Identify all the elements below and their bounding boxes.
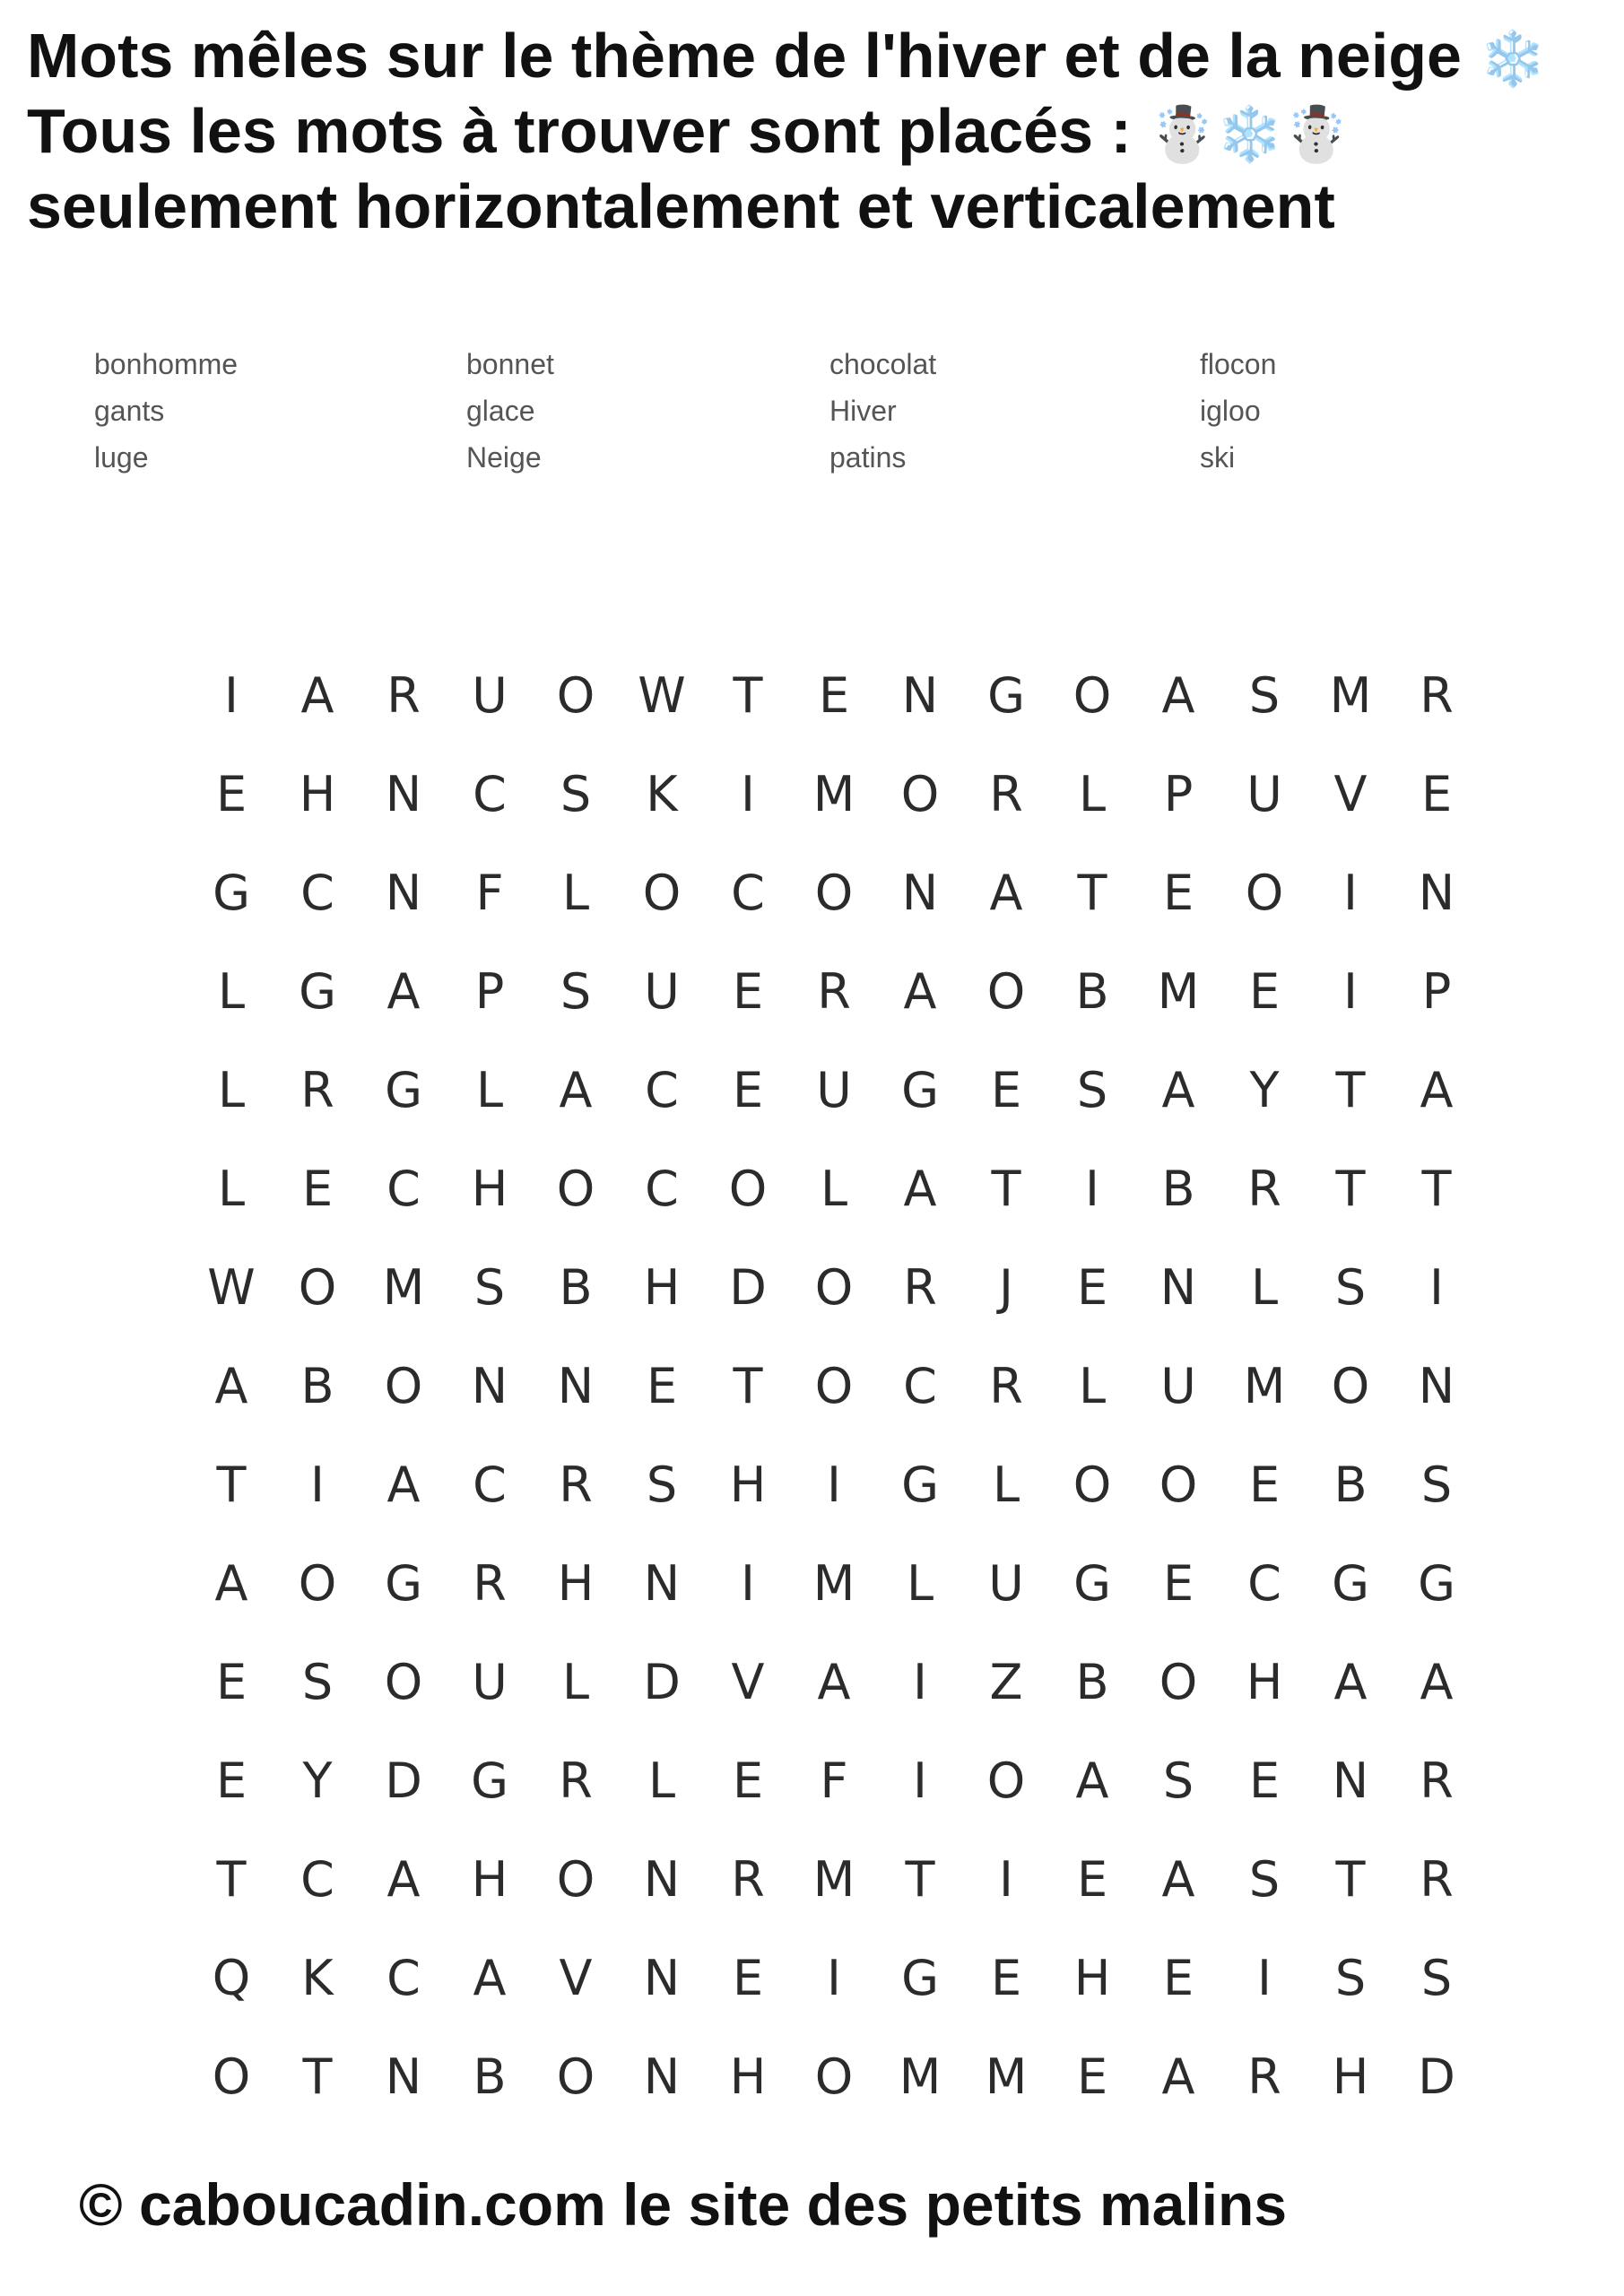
grid-cell[interactable]: I [1085,1160,1099,1217]
grid-cell[interactable]: T [302,2048,333,2105]
grid-cell[interactable]: T [991,1160,1021,1217]
grid-cell[interactable]: N [643,1554,681,1612]
grid-cell[interactable]: L [561,1653,590,1710]
grid-cell[interactable]: O [1159,1456,1198,1513]
grid-cell[interactable]: M [1157,962,1200,1020]
grid-cell[interactable]: B [1075,1653,1109,1710]
word-list-item: chocolat [829,348,937,380]
grid-cell[interactable]: L [820,1160,848,1217]
grid-cell[interactable]: O [298,1554,337,1612]
grid-cell[interactable]: O [298,1258,337,1316]
grid-cell[interactable]: O [1159,1653,1198,1710]
title-line-1 [27,20,1605,95]
grid-cell[interactable]: O [1073,1456,1112,1513]
grid-cell[interactable]: E [732,1949,764,2006]
grid-cell[interactable]: H [1332,2048,1369,2105]
grid-cell[interactable]: K [646,765,678,822]
grid-cell[interactable]: U [816,1061,852,1118]
grid-cell[interactable]: F [475,864,504,921]
grid-cell[interactable]: E [1076,2048,1108,2105]
grid-cell[interactable]: R [1420,1752,1454,1809]
grid-cell[interactable]: E [732,962,764,1020]
grid-cell[interactable]: B [559,1258,593,1316]
grid-cell[interactable]: M [1243,1357,1286,1414]
grid-cell[interactable]: A [559,1061,593,1118]
grid-cell[interactable]: I [1429,1258,1444,1316]
grid-cell[interactable]: L [217,1061,246,1118]
grid-cell[interactable]: N [643,1949,681,2006]
grid-cell[interactable]: H [643,1258,681,1316]
grid-cell[interactable]: R [386,666,421,724]
grid-cell[interactable]: G [385,1554,422,1612]
grid-cell[interactable]: R [559,1752,593,1809]
grid-cell[interactable]: S [1248,1850,1281,1908]
grid-cell[interactable]: H [299,765,336,822]
grid-cell[interactable]: I [913,1752,927,1809]
grid-cell[interactable]: C [645,1061,679,1118]
grid-cell[interactable]: S [1420,1456,1453,1513]
grid-cell[interactable]: L [906,1554,934,1612]
grid-cell[interactable]: O [814,2048,854,2105]
grid-cell[interactable]: U [1160,1357,1196,1414]
grid-cell[interactable]: E [215,765,248,822]
grid-cell[interactable]: O [384,1653,423,1710]
grid-cell[interactable]: S [1162,1752,1194,1809]
grid-cell[interactable]: T [1335,1850,1366,1908]
grid-cell[interactable]: A [903,1160,937,1217]
grid-cell[interactable]: O [986,962,1026,1020]
grid-cell[interactable]: G [299,962,336,1020]
grid-cell[interactable]: W [207,1258,256,1316]
grid-cell[interactable]: E [1162,864,1194,921]
grid-cell[interactable]: G [213,864,250,921]
grid-cell[interactable]: N [1159,1258,1197,1316]
grid-cell[interactable]: N [901,864,939,921]
grid-cell[interactable]: N [385,864,422,921]
grid-cell[interactable]: A [214,1357,248,1414]
grid-cell[interactable]: O [556,666,595,724]
grid-cell[interactable]: I [224,666,239,724]
grid-cell[interactable]: E [301,1160,334,1217]
grid-cell[interactable]: G [987,666,1025,724]
grid-cell[interactable]: M [812,765,855,822]
grid-cell[interactable]: C [1247,1554,1281,1612]
grid-cell[interactable]: A [1161,666,1195,724]
grid-cell[interactable]: D [643,1653,681,1710]
grid-cell[interactable]: O [728,1160,768,1217]
grid-cell[interactable]: L [1078,765,1107,822]
grid-cell[interactable]: C [473,1456,507,1513]
grid-cell[interactable]: C [473,765,507,822]
grid-cell[interactable]: Y [1249,1061,1280,1118]
grid-cell[interactable]: P [474,962,505,1020]
word-list-item: bonhomme [94,348,239,380]
grid-cell[interactable]: H [471,1160,508,1217]
grid-cell[interactable]: T [216,1850,247,1908]
grid-cell[interactable]: T [905,1850,935,1908]
grid-cell[interactable]: N [1332,1752,1369,1809]
grid-cell[interactable]: M [899,2048,942,2105]
grid-cell[interactable]: N [643,1850,681,1908]
grid-cell[interactable]: O [900,765,940,822]
grid-cell[interactable]: O [1331,1357,1370,1414]
grid-cell[interactable]: G [901,1949,939,2006]
grid-cell[interactable]: E [732,1752,764,1809]
grid-cell[interactable]: R [473,1554,507,1612]
grid-cell[interactable]: B [1161,1160,1195,1217]
grid-cell[interactable]: E [1162,1949,1194,2006]
grid-cell[interactable]: H [1073,1949,1111,2006]
grid-cell[interactable]: T [1421,1160,1452,1217]
grid-cell[interactable]: E [1248,1456,1281,1513]
grid-cell[interactable]: D [385,1752,422,1809]
grid-cell[interactable]: O [986,1752,1026,1809]
grid-cell[interactable]: B [1075,962,1109,1020]
grid-cell[interactable]: F [820,1752,848,1809]
grid-cell[interactable]: E [1248,1752,1281,1809]
page-title [27,20,1605,242]
word-list-item: Neige [466,441,542,474]
grid-cell[interactable]: I [1257,1949,1272,2006]
grid-cell[interactable]: A [214,1554,248,1612]
title-line-3: seulement horizontalement et verticalement [27,171,1335,241]
grid-cell[interactable]: Q [212,1949,251,2006]
grid-cell[interactable]: I [999,1850,1013,1908]
grid-cell[interactable]: O [1245,864,1284,921]
grid-cell[interactable]: I [1343,962,1358,1020]
grid-cell[interactable]: K [301,1949,334,2006]
grid-cell[interactable]: A [817,1653,851,1710]
grid-cell[interactable]: I [310,1456,325,1513]
grid-cell[interactable]: O [556,2048,595,2105]
grid-cell[interactable]: A [1161,1850,1195,1908]
grid-cell[interactable]: C [300,864,334,921]
grid-cell[interactable]: E [215,1653,248,1710]
grid-cell[interactable]: N [557,1357,595,1414]
grid-cell[interactable]: A [300,666,334,724]
grid-cell[interactable]: E [1076,1850,1108,1908]
grid-cell[interactable]: E [1076,1258,1108,1316]
grid-cell[interactable]: O [814,864,854,921]
grid-cell[interactable]: R [989,1357,1023,1414]
word-list-item: luge [94,441,149,474]
grid-cell[interactable]: I [827,1456,841,1513]
grid-cell[interactable]: R [1420,1850,1454,1908]
grid-cell[interactable]: R [989,765,1023,822]
grid-cell[interactable]: J [999,1258,1013,1316]
grid-cell[interactable]: I [827,1949,841,2006]
grid-cell[interactable]: U [988,1554,1024,1612]
grid-cell[interactable]: R [903,1258,937,1316]
grid-cell[interactable]: A [1420,1653,1454,1710]
word-list [94,341,1439,481]
grid-cell[interactable]: T [216,1456,247,1513]
grid-cell[interactable]: O [556,1160,595,1217]
grid-cell[interactable]: C [386,1949,421,2006]
footer-copyright: © caboucadin.com le site des petits malins [79,2171,1288,2238]
grid-cell[interactable]: S [1076,1061,1108,1118]
grid-cell[interactable]: G [901,1061,939,1118]
grid-cell[interactable]: V [1333,765,1368,822]
title-line-2 [27,95,1605,170]
grid-cell[interactable]: G [901,1456,939,1513]
grid-cell[interactable]: V [731,1653,765,1710]
word-list-item: gants [94,395,165,427]
grid-cell[interactable]: G [1073,1554,1111,1612]
grid-cell[interactable]: E [732,1061,764,1118]
grid-cell[interactable]: C [903,1357,937,1414]
grid-cell[interactable]: G [1418,1554,1455,1612]
grid-cell[interactable]: T [1335,1160,1366,1217]
grid-cell[interactable]: O [642,864,682,921]
grid-cell[interactable]: O [814,1357,854,1414]
grid-cell[interactable]: O [1073,666,1112,724]
grid-cell[interactable]: I [741,765,755,822]
grid-cell[interactable]: M [985,2048,1028,2105]
grid-cell[interactable]: A [903,962,937,1020]
grid-cell[interactable]: H [729,2048,767,2105]
grid-cell[interactable]: P [1163,765,1194,822]
grid-cell[interactable]: Y [302,1752,333,1809]
grid-cell[interactable]: N [385,2048,422,2105]
word-list-item: igloo [1200,395,1261,427]
grid-cell[interactable]: L [992,1456,1020,1513]
snowman-snowflake-icons: ☃️❄️☃️ [1149,103,1350,166]
word-list-item: glace [466,395,535,427]
grid-cell[interactable]: M [1329,666,1372,724]
grid-cell[interactable]: E [215,1752,248,1809]
grid-cell[interactable]: S [1334,1258,1367,1316]
grid-cell[interactable]: A [386,1456,421,1513]
grid-cell[interactable]: E [1162,1554,1194,1612]
grid-cell[interactable]: I [741,1554,755,1612]
grid-cell[interactable]: A [1161,2048,1195,2105]
grid-cell[interactable]: S [1248,666,1281,724]
snowflake-icon: ❄️ [1479,28,1547,91]
grid-cell[interactable]: R [300,1061,334,1118]
word-list-item: bonnet [466,348,554,380]
grid-cell[interactable]: D [1418,2048,1455,2105]
grid-cell[interactable]: U [472,666,508,724]
grid-cell[interactable]: M [812,1850,855,1908]
word-list-item: Hiver [829,395,897,427]
grid-cell[interactable]: O [556,1850,595,1908]
grid-cell[interactable]: L [1250,1258,1279,1316]
grid-cell[interactable]: S [301,1653,334,1710]
grid-cell[interactable]: N [901,666,939,724]
grid-cell[interactable]: U [472,1653,508,1710]
grid-cell[interactable]: S [1420,1949,1453,2006]
grid-cell[interactable]: I [913,1653,927,1710]
grid-cell[interactable]: G [385,1061,422,1118]
grid-cell[interactable]: T [1335,1061,1366,1118]
grid-cell[interactable]: Z [989,1653,1023,1710]
grid-cell[interactable]: U [644,962,680,1020]
grid-cell[interactable]: V [559,1949,593,2006]
grid-cell[interactable]: L [217,1160,246,1217]
grid-cell[interactable]: R [559,1456,593,1513]
grid-cell[interactable]: G [1332,1554,1369,1612]
grid-cell[interactable]: R [1247,2048,1281,2105]
grid-cell[interactable]: E [990,1949,1022,2006]
word-list-item: ski [1200,441,1236,474]
grid-cell[interactable]: O [384,1357,423,1414]
grid-cell[interactable]: E [1420,765,1453,822]
grid-cell[interactable]: N [385,765,422,822]
grid-cell[interactable]: A [1075,1752,1109,1809]
grid-cell[interactable]: H [471,1850,508,1908]
grid-cell[interactable]: L [647,1752,676,1809]
grid-cell[interactable]: R [1420,666,1454,724]
grid-cell[interactable]: L [217,962,246,1020]
grid-cell[interactable]: A [1161,1061,1195,1118]
grid-cell[interactable]: S [560,765,592,822]
grid-cell[interactable]: L [475,1061,504,1118]
grid-cell[interactable]: A [386,962,421,1020]
grid-cell[interactable]: N [1418,864,1455,921]
word-list-item: patins [829,441,907,474]
grid-cell[interactable]: S [1334,1949,1367,2006]
grid-cell[interactable]: P [1421,962,1452,1020]
grid-cell[interactable]: R [1247,1160,1281,1217]
grid-cell[interactable]: N [471,1357,508,1414]
grid-cell[interactable]: H [729,1456,767,1513]
grid-cell[interactable]: D [729,1258,767,1316]
grid-cell[interactable]: E [1248,962,1281,1020]
grid-cell[interactable]: N [1418,1357,1455,1414]
grid-cell[interactable]: T [1077,864,1107,921]
grid-cell[interactable]: R [731,1850,765,1908]
grid-cell[interactable]: T [733,1357,763,1414]
grid-cell[interactable]: R [817,962,851,1020]
grid-cell[interactable]: M [382,1258,425,1316]
grid-cell[interactable]: B [473,2048,507,2105]
word-list-item: flocon [1200,348,1277,380]
grid-cell[interactable]: B [300,1357,334,1414]
grid-cell[interactable]: I [1343,864,1358,921]
grid-cell[interactable]: L [1078,1357,1107,1414]
grid-cell[interactable]: L [561,864,590,921]
grid-cell[interactable]: A [1420,1061,1454,1118]
letter-grid [188,646,1480,2126]
grid-cell[interactable]: B [1333,1456,1368,1513]
grid-cell[interactable]: C [731,864,765,921]
title-line-1-text: Mots mêles sur le thème de l'hiver et de la neige [27,21,1462,91]
grid-cell[interactable]: E [818,666,850,724]
grid-cell[interactable]: A [386,1850,421,1908]
grid-cell[interactable]: S [560,962,592,1020]
grid-cell[interactable]: G [471,1752,508,1809]
grid-cell[interactable]: A [1333,1653,1368,1710]
grid-cell[interactable]: O [212,2048,251,2105]
grid-cell[interactable]: N [643,2048,681,2105]
grid-cell[interactable]: A [989,864,1023,921]
grid-cell[interactable]: H [557,1554,595,1612]
grid-cell[interactable]: E [990,1061,1022,1118]
grid-cell[interactable]: S [473,1258,506,1316]
grid-cell[interactable]: W [638,666,686,724]
grid-cell[interactable]: C [386,1160,421,1217]
grid-cell[interactable]: O [814,1258,854,1316]
grid-cell[interactable]: T [733,666,763,724]
grid-cell[interactable]: M [812,1554,855,1612]
grid-cell[interactable]: E [646,1357,678,1414]
grid-cell[interactable]: C [300,1850,334,1908]
grid-cell[interactable]: S [646,1456,678,1513]
grid-cell[interactable]: U [1246,765,1282,822]
title-line-2-text: Tous les mots à trouver sont placés : [27,96,1132,166]
grid-cell[interactable]: H [1246,1653,1283,1710]
grid-cell[interactable]: A [473,1949,507,2006]
grid-cell[interactable]: C [645,1160,679,1217]
